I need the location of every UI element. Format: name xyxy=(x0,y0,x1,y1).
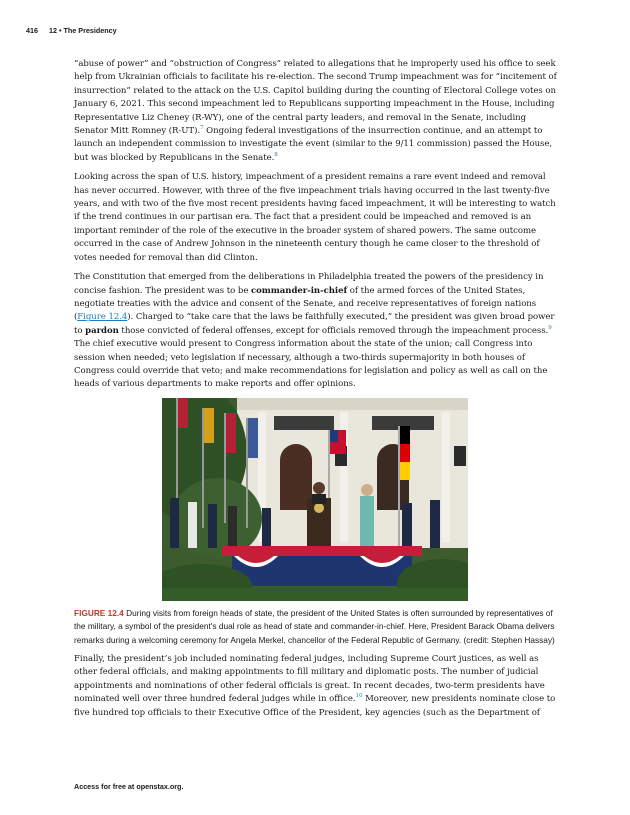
footnote-ref-8[interactable]: 8 xyxy=(274,151,278,158)
footnote-ref-7[interactable]: 7 xyxy=(200,125,204,132)
figure-caption: FIGURE 12.4 During visits from foreign heads of state, the president of the United States is often surrounded by representatives of the military, a symbol of the president's dual role as head of state and commander-in-chief. Here, President Barack Obama delivers remarks during a welcoming ceremony for Angela Merkel, chancellor of the Federal Republic of Germany. (credit: Stephen Hassay) xyxy=(74,607,555,645)
main-content xyxy=(74,58,558,726)
figure-link[interactable]: Figure 12.4 xyxy=(77,312,128,323)
figure-photo xyxy=(162,398,468,601)
key-term-pardon: pardon xyxy=(85,325,119,336)
footer-text: Access for free at openstax.org. xyxy=(74,782,184,791)
chapter-title: 12 • The Presidency xyxy=(49,26,117,35)
paragraph-1: “abuse of power” and “obstruction of Congress” related to allegations that he improperly used his office to seek help from Ukrainian officials to facilitate his re-election. The second Trump impeachment was for “incitement of insurrection” related to the attack on the U.S. Capitol building during the counting of Electoral College votes on January 6, 2021. This second impeachment led to Republicans supporting impeachment in the House, including Representative Liz Cheney (R-WY), one of the central party leaders, and removal in the Senate, including Senator Mitt Romney (R-UT).$^7$ Ongoing federal investigations of the insurrection continue, and an attempt to launch an independent commission to investigate the event (similar to the 9/11 commission) passed the House, but was blocked by Republicans in the Senate.$^8$ xyxy=(74,59,557,163)
running-header xyxy=(26,26,117,35)
paragraph-3: The Constitution that emerged from the deliberations in Philadelphia treated the powers of the presidency in concise fashion. The president was to be commander-in-chief of the armed forces of the United States, negotiate treaties with the advice and consent of the Senate, and receive representatives of foreign nations (Figure 12.4). Charged to “take care that the laws be faithfully executed,” the president was given broad power to pardon those convicted of federal offenses, except for officials removed through the impeachment process.$^9$ The chief executive would present to Congress information about the state of the union; call Congress into session when needed; veto legislation if necessary, although a two-thirds supermajority in both houses of Congress could override that veto; and make recommendations for legislation and policy as well as call on the heads of various departments to make reports and offer opinions. xyxy=(74,272,555,390)
paragraph-4: Finally, the president’s job included nominating federal judges, including Supreme Court justices, as well as other federal officials, and making appointments to fill military and diplomatic posts. The number of judicial appointments and nominations of other federal officials is great. In recent decades, two-term presidents have nominated well over three hundred federal judges while in office.$^{10}$ Moreover, new presidents nominate close to five hundred top officials to their Executive Office of the President, key agencies (such as the Department of xyxy=(74,653,556,718)
page-number: 416 xyxy=(26,26,38,35)
figure-label: FIGURE 12.4 xyxy=(74,607,124,618)
key-term-commander-in-chief: commander-in-chief xyxy=(251,285,348,296)
footnote-ref-10[interactable]: 10 xyxy=(355,693,363,700)
paragraph-2: Looking across the span of U.S. history, impeachment of a president remains a rare event indeed and removal has never occurred. However, with three of the five impeachment trials having occurred in the last twenty-five years, and with two of the five most recent presidents having faced impeachment, it will be interesting to watch if the trend continues in our partisan era. The fact that a president could be impeached and removed is an important reminder of the role of the executive in the broader system of shared powers. The same outcome occurred in the case of Andrew Johnson in the nineteenth century though he came closer to the threshold of votes needed for removal than did Clinton. xyxy=(74,172,556,263)
footnote-ref-9[interactable]: 9 xyxy=(548,324,552,331)
ceremony-photo xyxy=(162,398,468,601)
